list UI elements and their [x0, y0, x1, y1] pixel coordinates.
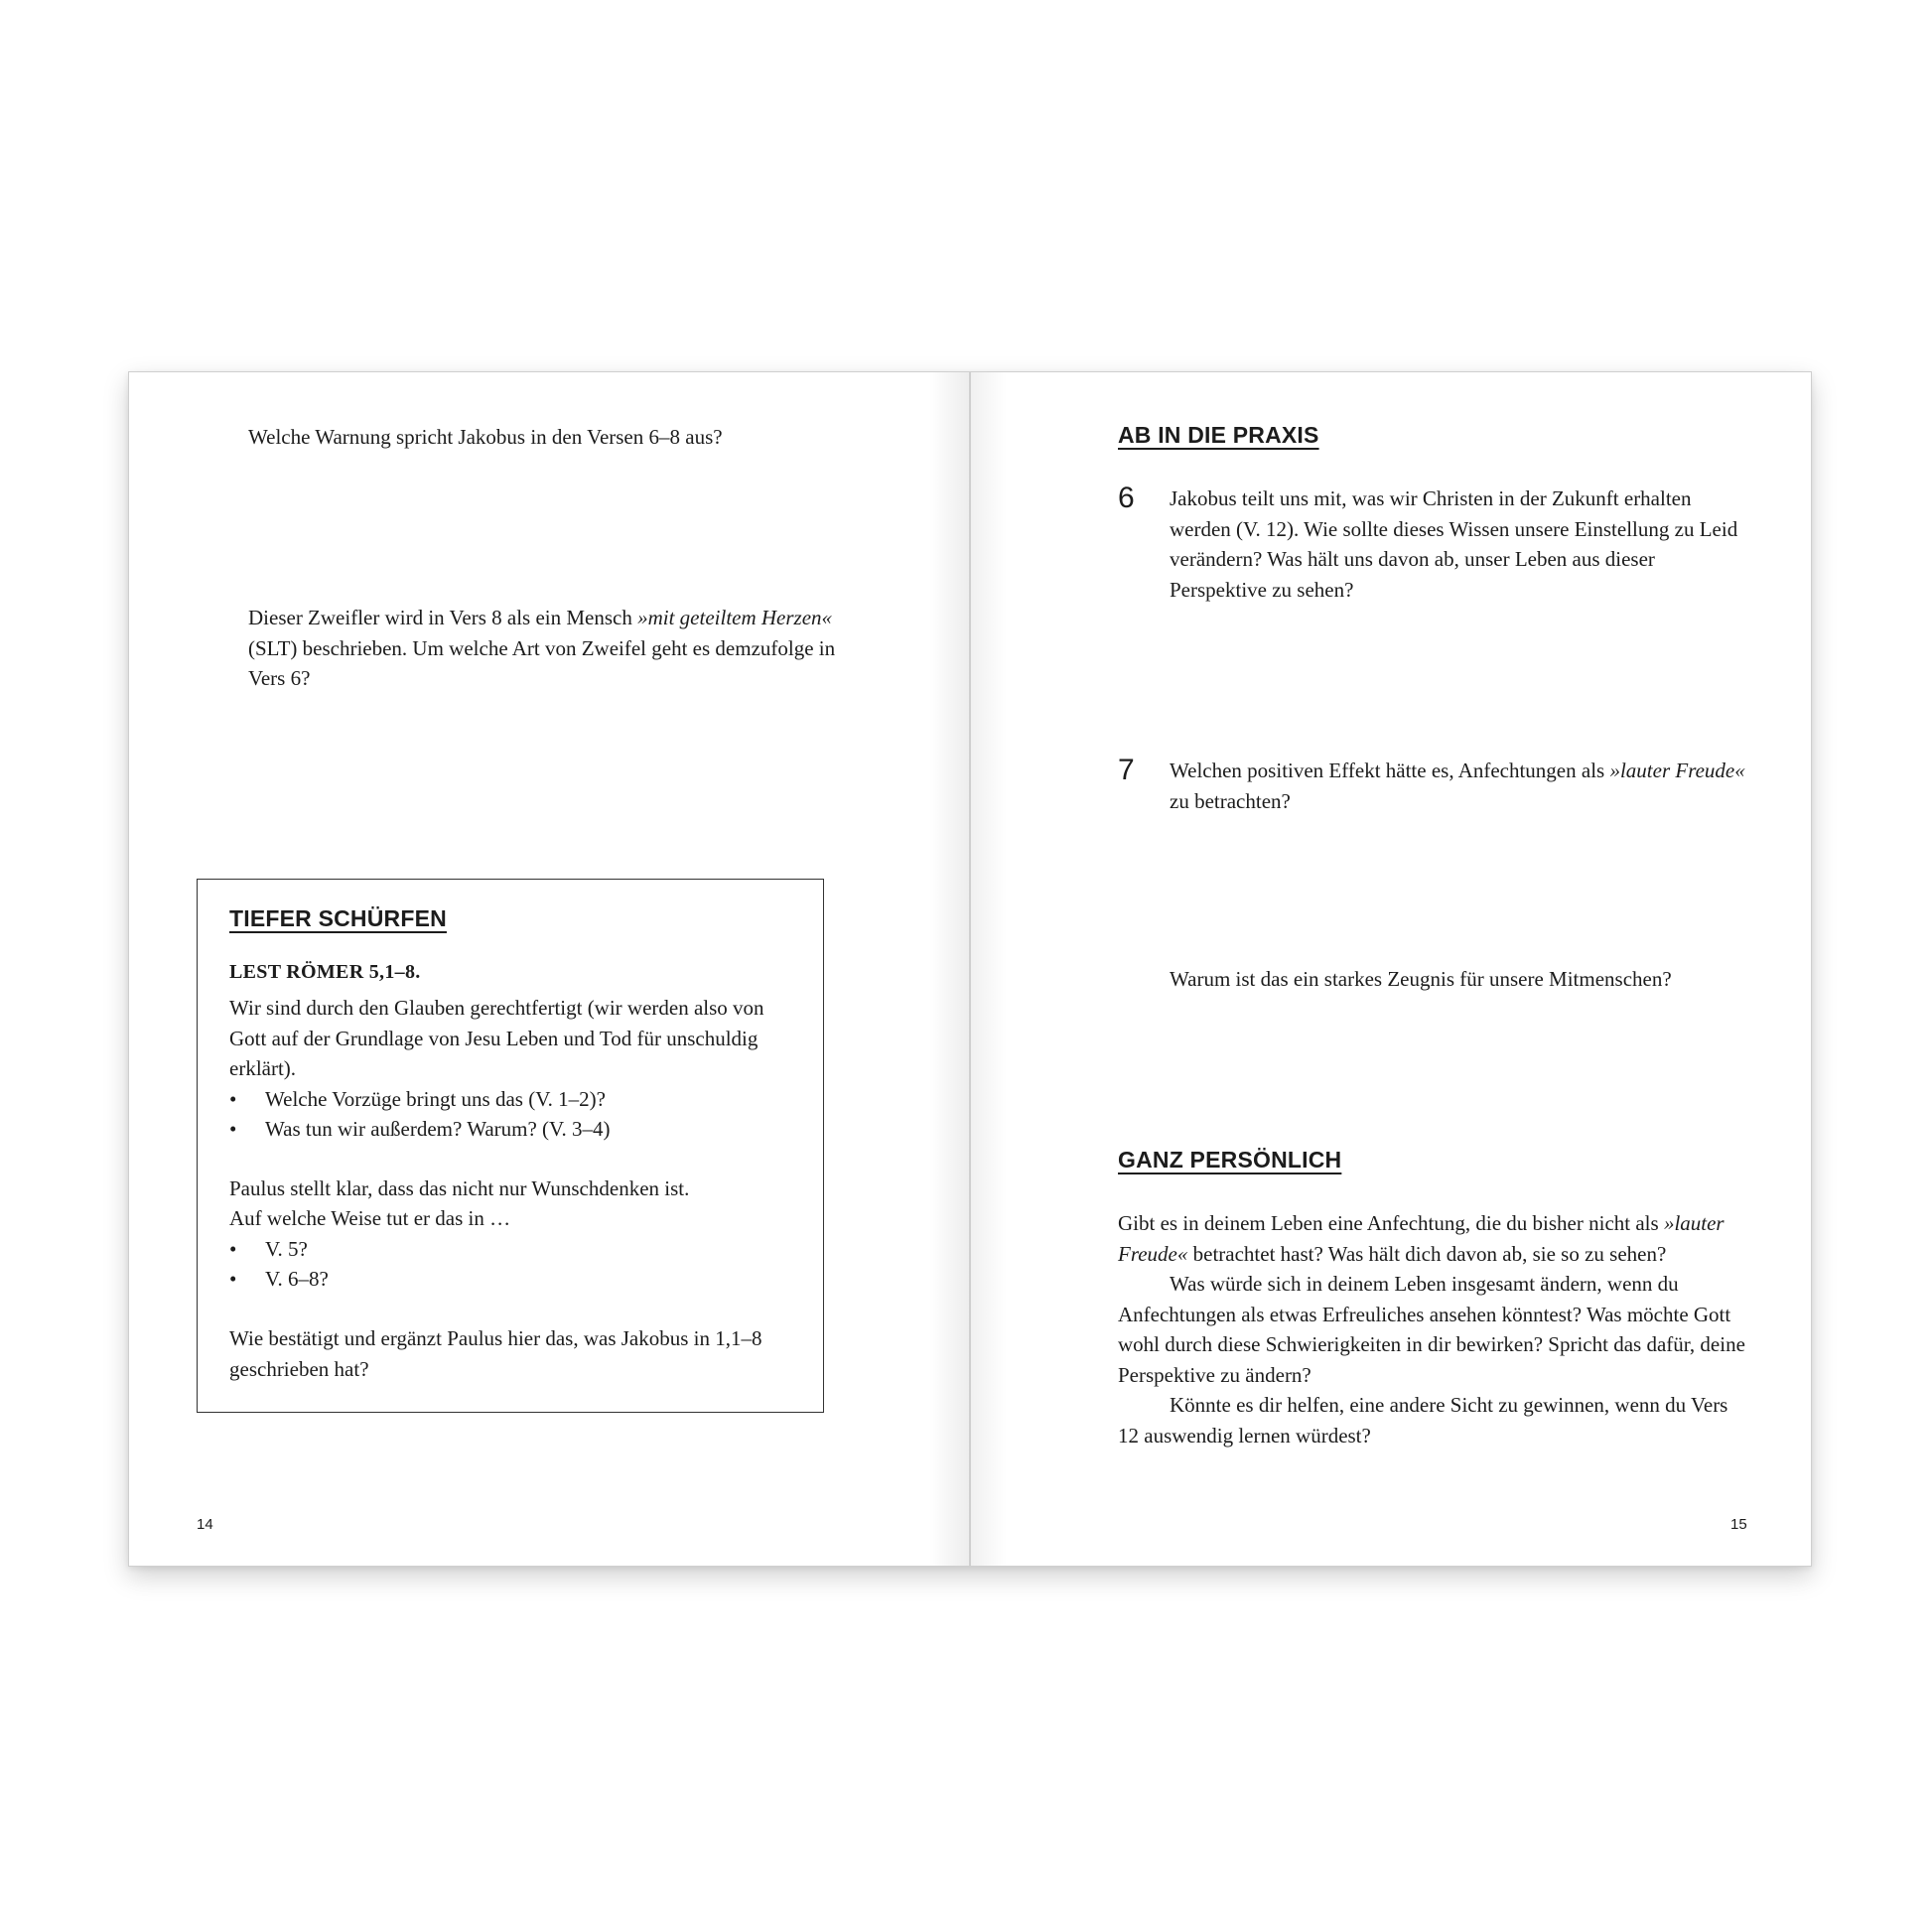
- question-doubter: Dieser Zweifler wird in Vers 8 als ein Mensch »mit geteiltem Herzen« (SLT) beschrieben. Um welche Art von Zweifel geht es demzufolge in Vers 6?: [248, 606, 836, 690]
- right-page: [970, 371, 1812, 1567]
- page-number-left: 14: [197, 1516, 213, 1533]
- bullet-dot: •: [229, 1117, 237, 1141]
- section-title-persoenlich: GANZ PERSÖNLICH: [1118, 1147, 1342, 1173]
- box-paulus-line2: Auf welche Weise tut er das in …: [229, 1206, 511, 1230]
- question-7: Welchen positiven Effekt hätte es, Anfechtungen als »lauter Freude« zu betrachten?: [1170, 759, 1745, 813]
- box-closing: Wie bestätigt und ergänzt Paulus hier das, was Jakobus in 1,1–8 geschrieben hat?: [229, 1326, 762, 1381]
- section-title-praxis: AB IN DIE PRAXIS: [1118, 422, 1319, 448]
- page-number-right: 15: [1730, 1516, 1747, 1533]
- personal-text: [1118, 1208, 1753, 1450]
- gutter-shadow: [929, 372, 969, 1566]
- question-6: Jakobus teilt uns mit, was wir Christen in der Zukunft erhalten werden (V. 12). Wie sollte dieses Wissen unsere Einstellung zu Leid verändern? Was hält uns davon ab, unser Leben aus dieser Perspektive zu sehen?: [1170, 486, 1738, 602]
- paragraph-2: Was würde sich in deinem Leben insgesamt ändern, wenn du Anfechtungen als etwas Erfreuliches ansehen könntest? Was möchte Gott wohl durch diese Schwierigkeiten in dir bewirken? Spricht das dafür, deine Perspektive zu ändern?: [1118, 1272, 1745, 1387]
- question-number-7: 7: [1118, 754, 1135, 786]
- question-warning: Welche Warnung spricht Jakobus in den Versen 6–8 aus?: [248, 425, 723, 449]
- bullet-dot: •: [229, 1087, 237, 1111]
- book-spread: [128, 371, 1812, 1567]
- italic-quote: »mit geteiltem Herzen«: [637, 606, 833, 629]
- gutter-shadow: [971, 372, 1007, 1566]
- bullet-dot: •: [229, 1237, 237, 1261]
- italic-quote: »lauter Freude«: [1118, 1211, 1725, 1266]
- italic-quote: »lauter Freude«: [1609, 759, 1745, 782]
- box-subtitle: LEST RÖMER 5,1–8.: [229, 961, 421, 983]
- question-7-followup: Warum ist das ein starkes Zeugnis für unsere Mitmenschen?: [1170, 967, 1672, 991]
- box-paulus-line1: Paulus stellt klar, dass das nicht nur Wunschdenken ist.: [229, 1176, 690, 1200]
- box-intro: Wir sind durch den Glauben gerechtfertigt (wir werden also von Gott auf der Grundlage von Jesu Leben und Tod für unschuldig erklärt).: [229, 996, 764, 1080]
- tiefer-schuerfen-box: TIEFER SCHÜRFEN LEST RÖMER 5,1–8. Wir sind durch den Glauben gerechtfertigt (wir werden also von Gott auf der Grundlage von Jesu Leben und Tod für unschuldig erklärt). • Welche Vorzüge bringt uns das (V. 1–2)? • Was tun wir außerdem? Warum? (V. 3–4) Paulus stellt klar, dass das nicht nur Wunschdenken ist. Auf welche Weise tut er das in … • V. 5? • V. 6–8? Wie bestätigt und ergänzt Paulus hier das, was Jakobus in 1,1–8 geschrieben hat?: [197, 879, 824, 1413]
- left-page: [128, 371, 970, 1567]
- paragraph-3: Könnte es dir helfen, eine andere Sicht zu gewinnen, wenn du Vers 12 auswendig lernen würdest?: [1118, 1393, 1728, 1448]
- bullet-dot: •: [229, 1267, 237, 1291]
- question-number-6: 6: [1118, 482, 1135, 514]
- box-title: TIEFER SCHÜRFEN: [229, 905, 447, 931]
- paragraph-1: Gibt es in deinem Leben eine Anfechtung, die du bisher nicht als »lauter Freude« betrachtet hast? Was hält dich davon ab, sie so zu sehen?: [1118, 1211, 1725, 1266]
